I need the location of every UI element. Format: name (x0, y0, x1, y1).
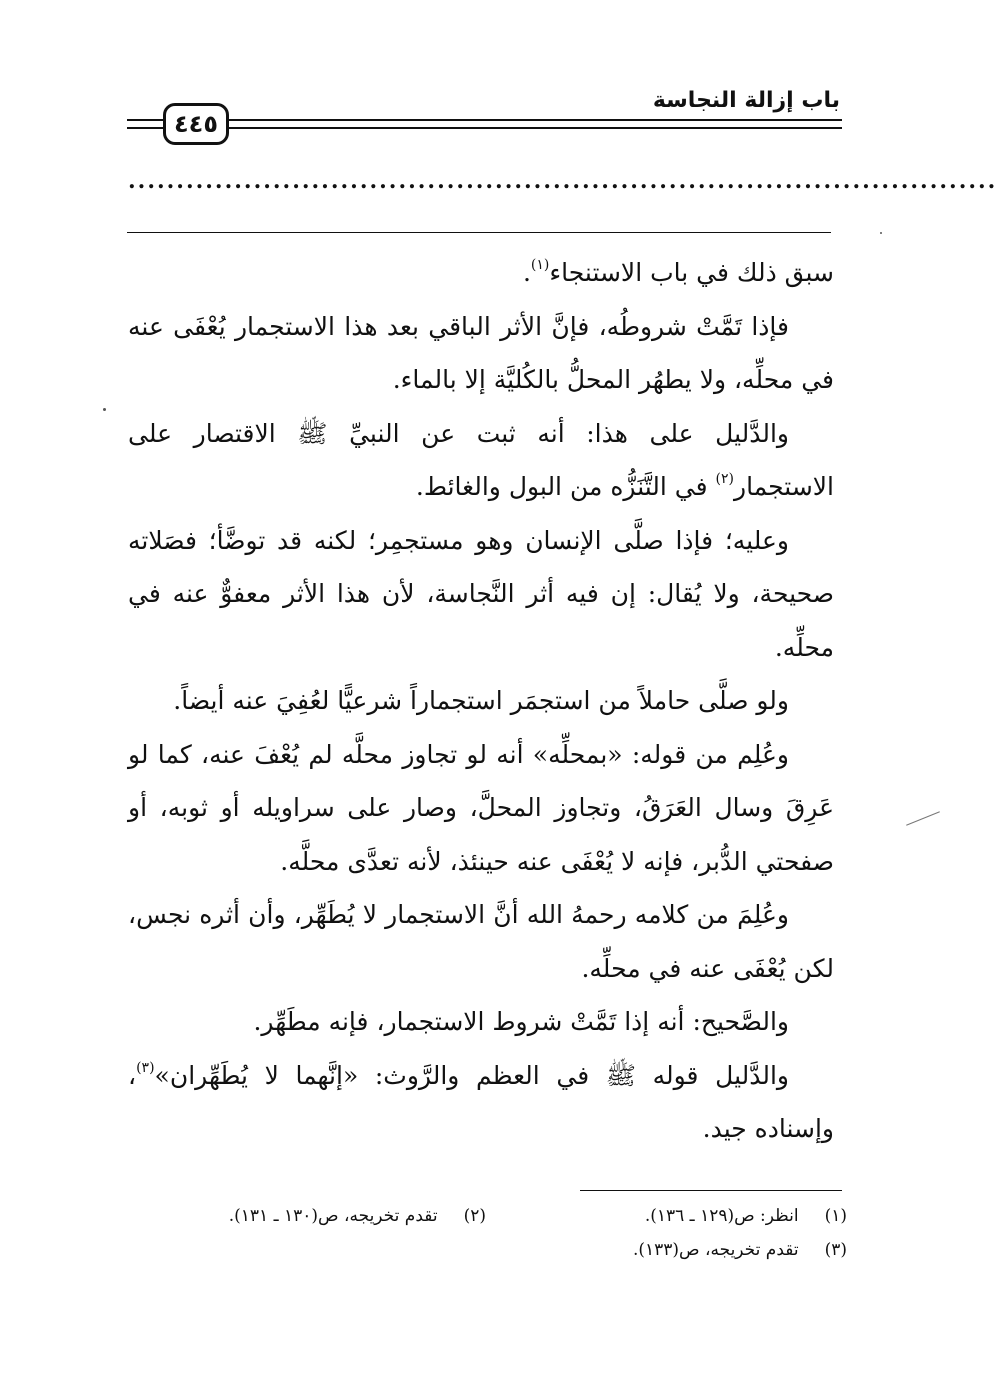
paragraph-1-text: سبق ذلك في باب الاستنجاء (549, 258, 834, 287)
paragraph-3 (128, 407, 834, 514)
footnote-1-number: (١) (824, 1206, 847, 1226)
paragraph-5: ولو صلَّى حاملاً من استجمَر استجماراً شرعيًّا لعُفِيَ عنه أيضاً. (173, 686, 789, 715)
header-rule-right-top (229, 119, 842, 121)
footnote-ref-2: (٢) (715, 471, 735, 487)
footnote-1 (645, 1206, 847, 1226)
paragraph-9 (128, 1049, 834, 1156)
header-rule-left-top (127, 119, 163, 121)
footnote-ref-1: (١) (530, 257, 550, 273)
paragraph-1 (128, 246, 834, 300)
header-rule-right-bottom (229, 127, 842, 129)
footnote-2-text: تقدم تخريجه، ص(١٣٠ ـ ١٣١). (228, 1206, 438, 1226)
footnote-2 (229, 1206, 486, 1226)
continuation-separator (127, 232, 831, 233)
paragraph-9-part-b: ، وإسناده جيد. (128, 1060, 834, 1143)
main-text (128, 246, 834, 1156)
paragraph-2: فإذا تَمَّتْ شروطُه، فإنَّ الأثر الباقي بعد هذا الاستجمار يُعْفَى عنه في محلِّه، ولا يطهُر المحلُّ بالكُليَّة إلا بالماء. (128, 311, 834, 394)
footnote-rule (580, 1190, 842, 1191)
scan-speck (103, 408, 106, 411)
page-number: ٤٤٥ (163, 103, 229, 145)
footnote-3 (633, 1240, 847, 1260)
header-rule-left-bottom (127, 127, 163, 129)
scan-speck (880, 232, 882, 234)
paragraph-9-part-a: والدَّليل قوله ﷺ في العظم والرَّوث: «إنَّهما لا يُطَهِّران» (154, 1060, 789, 1090)
paragraph-4: وعليه؛ فإذا صلَّى الإنسان وهو مستجمِر؛ لكنه قد توضَّأ؛ فصَلاته صحيحة، ولا يُقال: إن فيه أثر النَّجاسة، لأن هذا الأثر معفوٌّ عنه في محلِّه. (128, 525, 834, 662)
footnote-3-number: (٣) (824, 1240, 847, 1260)
paragraph-3-part-a: والدَّليل على هذا: أنه ثبت عن النبيِّ ﷺ الاقتصار على الاستجمار (128, 418, 834, 501)
paragraph-8: والصَّحيح: أنه إذا تَمَّتْ شروط الاستجمار، فإنه مطَهِّر. (253, 1007, 789, 1036)
paragraph-1-end: . (522, 258, 531, 287)
footnote-2-number: (٢) (463, 1206, 486, 1226)
footnote-ref-3: (٣) (136, 1059, 155, 1076)
chapter-title: باب إزالة النجاسة (652, 88, 840, 113)
continuation-dots: .......................................................................................... (128, 168, 997, 194)
paragraph-7: وعُلِمَ من كلامه رحمهُ الله أنَّ الاستجمار لا يُطَهِّر، وأن أثره نجس، لكن يُعْفَى عنه في محلِّه. (128, 900, 834, 983)
paragraph-3-part-b: في التَّنَزُّه من البول والغائط. (415, 472, 716, 501)
footnote-1-text: انظر: ص(١٢٩ ـ ١٣٦). (644, 1206, 799, 1226)
footnote-3-text: تقدم تخريجه، ص(١٣٣). (632, 1240, 799, 1260)
paragraph-6: وعُلِم من قوله: «بمحلِّه» أنه لو تجاوز محلَّه لم يُعْفَ عنه، كما لو عَرِقَ وسال العَرَقُ، وتجاوز المحلَّ، وصار على سراويله أو ثوبه، أو صفحتي الدُّبر، فإنه لا يُعْفَى عنه حينئذ، لأنه تعدَّى محلَّه. (128, 739, 834, 876)
margin-pencil-mark (906, 811, 940, 825)
